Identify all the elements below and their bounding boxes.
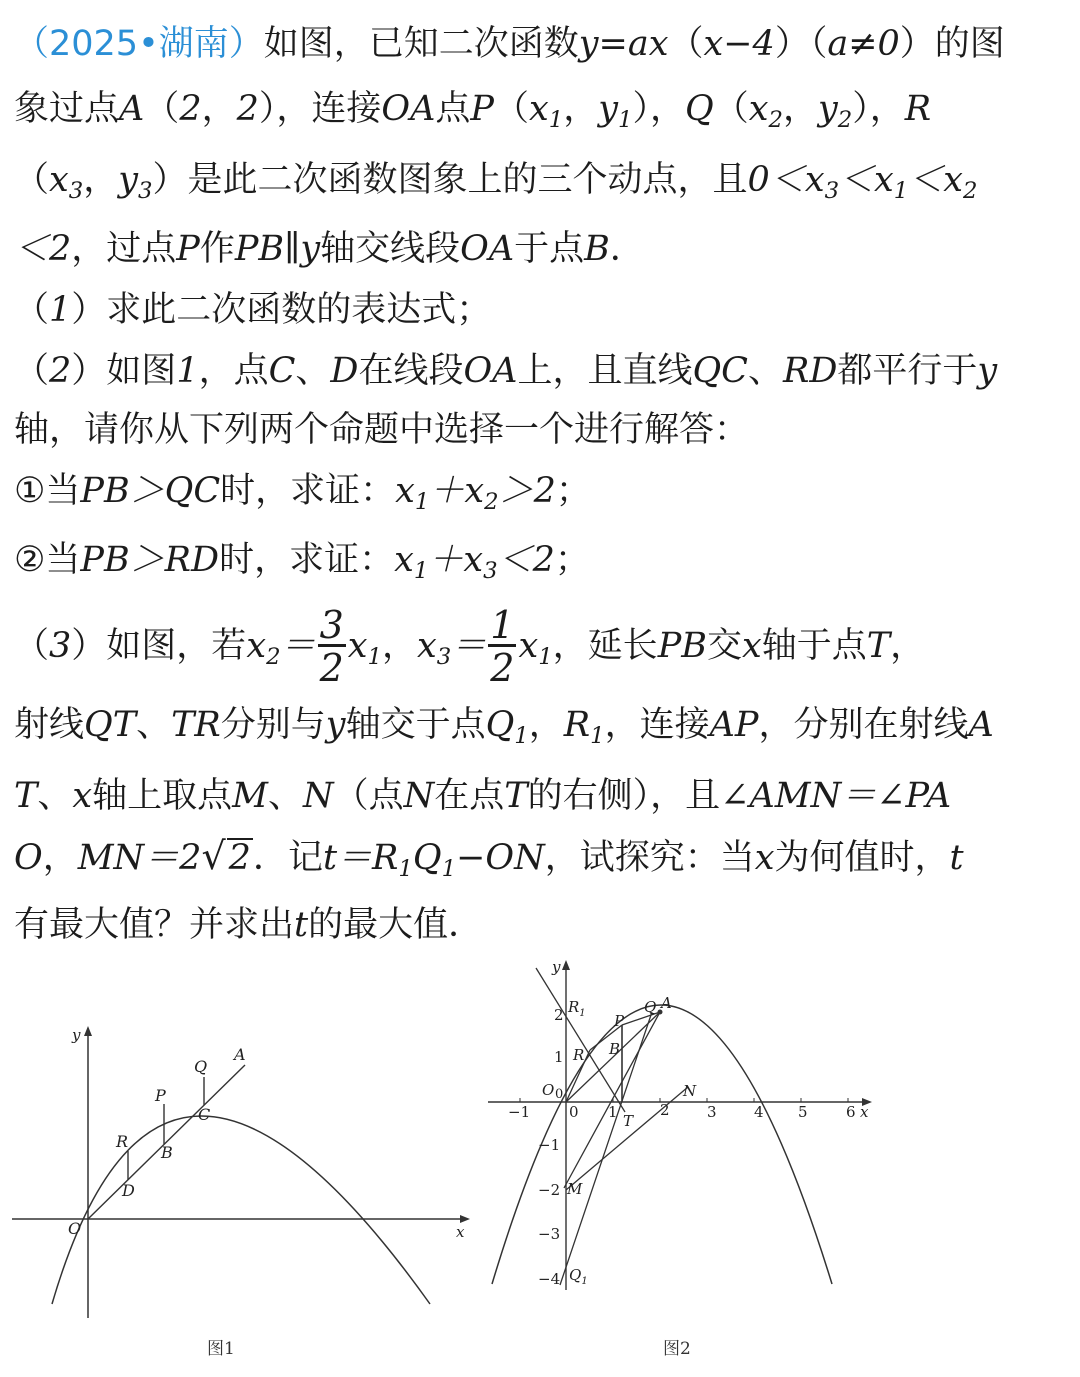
problem-line-10: （3）如图，若$x_2=$ $\frac{3}{2}$ $x_1$，$x_3=$ $\frac{1}{2}$ $x_1$，延长PB交x轴于点T， bbox=[14, 602, 926, 690]
figure-1 bbox=[0, 1010, 480, 1320]
fig2-ytick-neg1: −1 bbox=[538, 1136, 561, 1154]
fig1-segment-OA bbox=[88, 1065, 245, 1219]
fig2-label-O: O bbox=[542, 1081, 555, 1099]
fig2-label-R1: $R_1$ bbox=[568, 998, 586, 1019]
fig2-label-N: N bbox=[683, 1082, 697, 1100]
fig2-ytick-neg2: −2 bbox=[538, 1181, 561, 1199]
fig2-label-Q: Q bbox=[644, 998, 657, 1016]
fig1-label-P: P bbox=[155, 1086, 166, 1105]
fig2-label-P: P bbox=[614, 1012, 625, 1030]
figure-2-caption: 图2 bbox=[663, 1339, 691, 1359]
fig1-label-D: D bbox=[122, 1181, 135, 1200]
fig1-label-x: x bbox=[456, 1223, 465, 1241]
problem-line-1: （2025•湖南）如图，已知二次函数y=ax（x−4）（a≠0）的图 bbox=[14, 24, 1005, 64]
problem-line-8: ①当PB＞QC时，求证：$x_1+x_2>2$； bbox=[14, 471, 591, 515]
fig1-label-B: B bbox=[161, 1143, 173, 1162]
problem-line-3: （$x_3$，$y_3$）是此二次函数图象上的三个动点，且$0<x_3<x_1<x_2$ bbox=[14, 160, 978, 204]
fig2-ytick-neg3: −3 bbox=[538, 1225, 561, 1243]
fig1-label-C: C bbox=[198, 1105, 211, 1124]
fig2-label-B: B bbox=[609, 1040, 621, 1058]
fig2-label-R: R bbox=[573, 1046, 585, 1064]
fig2-xtick-2: 2 bbox=[660, 1101, 670, 1119]
figure-2 bbox=[480, 950, 900, 1295]
problem-line-2: 象过点A（2，2），连接OA点$P(x_1$，$y_1$），$Q(x_2$，$y_2$），R bbox=[14, 89, 932, 133]
fraction-three-halves: $\frac{3}{2}$ bbox=[319, 602, 344, 690]
problem-line-6: （2）如图1，点C、D在线段OA上，且直线QC、RD都平行于y bbox=[14, 351, 998, 391]
fig2-label-T: T bbox=[623, 1112, 634, 1130]
problem-line-12: T、x轴上取点M、N（点N在点T的右侧），且∠AMN＝∠PA bbox=[14, 776, 952, 816]
fig2-xtick-5: 5 bbox=[798, 1103, 808, 1121]
problem-line-7: 轴，请你从下列两个命题中选择一个进行解答： bbox=[14, 410, 750, 450]
problem-line-5: （1）求此二次函数的表达式； bbox=[14, 290, 492, 330]
fig2-ytick-neg4: −4 bbox=[538, 1270, 561, 1288]
fig2-ytick-2: 2 bbox=[554, 1006, 564, 1024]
fig1-label-y: y bbox=[72, 1026, 81, 1044]
fraction-one-half: $\frac{1}{2}$ bbox=[490, 602, 515, 690]
fig1-label-R: R bbox=[116, 1132, 129, 1151]
fig2-label-y: y bbox=[552, 958, 561, 976]
fig1-label-A: A bbox=[234, 1045, 246, 1064]
problem-line-9: ②当PB＞RD时，求证：$x_1+x_3<2$； bbox=[14, 540, 590, 584]
fig2-label-Q1: $Q_1$ bbox=[569, 1266, 588, 1287]
fig1-label-Q: Q bbox=[194, 1057, 208, 1076]
problem-line-11: 射线QT、TR分别与y轴交于点$Q_1$，$R_1$，连接AP，分别在射线A bbox=[14, 705, 994, 749]
fig2-label-A: A bbox=[661, 994, 672, 1012]
fig2-label-M: M bbox=[567, 1180, 583, 1198]
source-tag: （2025•湖南） bbox=[14, 24, 264, 64]
fig2-xtick-4: 4 bbox=[754, 1103, 764, 1121]
fig1-label-O: O bbox=[68, 1219, 82, 1238]
sqrt-radicand: 2 bbox=[228, 838, 251, 878]
problem-line-13: O，MN＝2√2．记$t=R_1Q_1-ON$，试探究：当x为何值时，t bbox=[14, 834, 964, 882]
figure-1-caption: 图1 bbox=[207, 1339, 235, 1359]
fig2-xtick-neg1: −1 bbox=[508, 1103, 531, 1121]
problem-line-4: ＜2，过点P作PB∥y轴交线段OA于点B． bbox=[14, 229, 645, 269]
problem-line-14: 有最大值？并求出t的最大值． bbox=[14, 905, 484, 945]
fig2-y-arrow bbox=[562, 960, 570, 970]
fig1-y-arrow bbox=[84, 1026, 92, 1036]
fig2-xtick-6: 6 bbox=[846, 1103, 856, 1121]
fig2-label-O0: 0 bbox=[555, 1087, 564, 1102]
fig1-parabola bbox=[52, 1116, 430, 1304]
fig2-xtick-3: 3 bbox=[707, 1103, 717, 1121]
fig2-label-x: x bbox=[860, 1103, 869, 1121]
fig1-x-arrow bbox=[460, 1215, 470, 1223]
fig2-xtick-1: 1 bbox=[608, 1103, 618, 1121]
fig2-ytick-1: 1 bbox=[554, 1048, 564, 1066]
fig2-xtick-0: 0 bbox=[569, 1103, 579, 1121]
fig2-ray-AT bbox=[564, 1012, 660, 1188]
